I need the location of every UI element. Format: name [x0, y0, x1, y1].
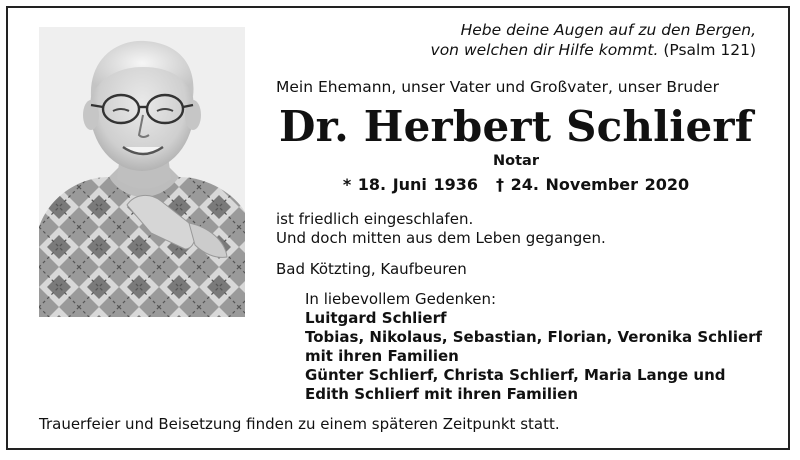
funeral-notice: Trauerfeier und Beisetzung finden zu einem späteren Zeitpunkt statt.	[39, 415, 560, 433]
portrait-photo	[39, 27, 245, 317]
intro-line: Mein Ehemann, unser Vater und Großvater, unser Bruder	[276, 78, 719, 96]
mourners-heading: In liebevollem Gedenken:	[305, 290, 497, 308]
birth-date: * 18. Juni 1936	[342, 175, 479, 194]
message-line-1: ist friedlich eingeschlafen.	[276, 210, 474, 228]
quote-line-1: Hebe deine Augen auf zu den Bergen,	[460, 21, 756, 39]
place-line: Bad Kötzting, Kaufbeuren	[276, 260, 467, 278]
mourner-line: Edith Schlierf mit ihren Familien	[305, 385, 579, 403]
life-dates	[276, 174, 756, 196]
death-date: † 24. November 2020	[496, 175, 690, 194]
message-text	[276, 210, 606, 248]
deceased-profession: Notar	[493, 153, 539, 169]
quote-line-2-text: von welchen dir Hilfe kommt.	[430, 41, 659, 59]
mourner-line: Luitgard Schlierf	[305, 309, 447, 327]
mourner-line: mit ihren Familien	[305, 347, 459, 365]
mourner-line: Tobias, Nikolaus, Sebastian, Florian, Veronika Schlierf	[305, 328, 763, 346]
mourner-line: Günter Schlierf, Christa Schlierf, Maria Lange und	[305, 366, 726, 384]
quote-line-2	[431, 40, 756, 60]
psalm-quote	[431, 20, 756, 60]
psalm-reference: (Psalm 121)	[663, 41, 756, 59]
message-line-2: Und doch mitten aus dem Leben gegangen.	[276, 229, 606, 247]
mourners-block	[305, 290, 762, 404]
portrait-illustration	[39, 27, 245, 317]
deceased-name: Dr. Herbert Schlierf	[279, 102, 753, 151]
